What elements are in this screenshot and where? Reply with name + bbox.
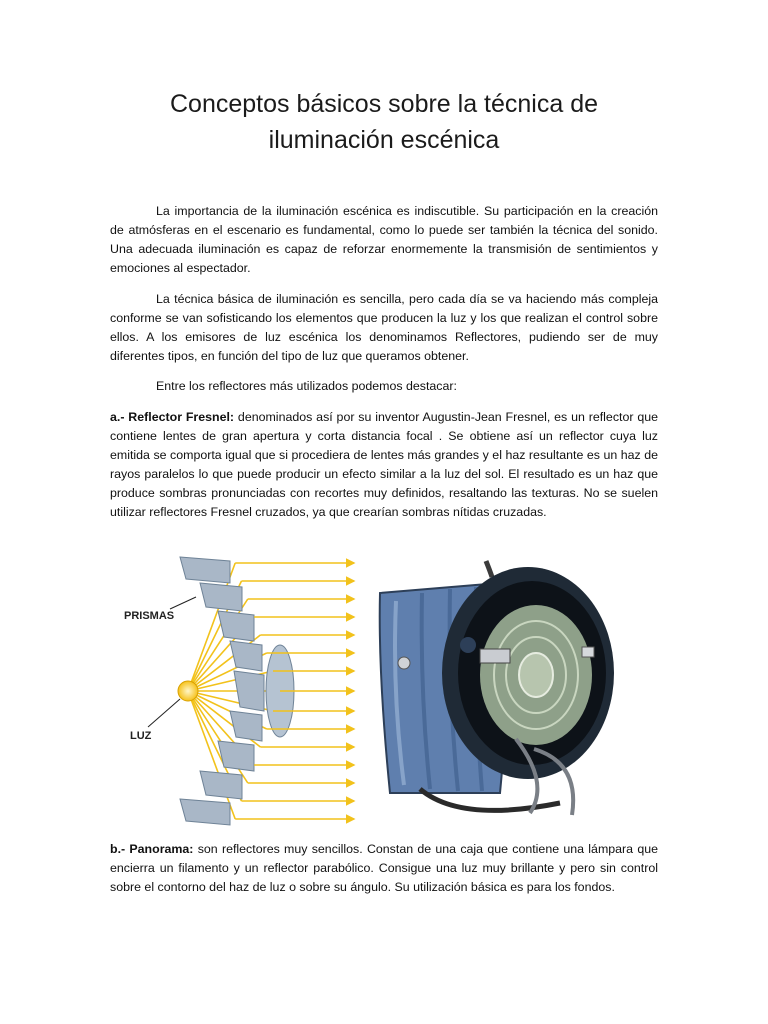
fresnel-heading: a.- Reflector Fresnel: xyxy=(110,410,235,424)
prism-segment xyxy=(200,583,242,611)
light-pointer xyxy=(148,699,180,727)
title-line-1: Conceptos básicos sobre la técnica de xyxy=(169,90,599,118)
light-label: LUZ xyxy=(130,730,152,742)
prism-segment xyxy=(230,641,262,671)
paragraph-panorama xyxy=(110,840,658,897)
paragraph-fresnel xyxy=(110,408,658,522)
prism-segment xyxy=(200,771,242,799)
prism-segment xyxy=(180,557,230,583)
fresnel-text: denominados así por su inventor Augustin-Jean Fresnel, es un reflector que contiene lentes de gran apertura y corta distancia focal . Se obtiene así un reflector cuya luz emitida se comporta igual que si procediera de lentes más grandes y el haz resultante es un haz de rayos paralelos lo que puede producir un efecto similar a la luz del sol. El resultado es un haz que produce sombras pronunciadas con recortes muy definidos, resaltando las texturas. No se suelen utilizar reflectores Fresnel cruzados, ya que crearían sombras nítidas cruzadas. xyxy=(110,410,658,519)
panorama-text: son reflectores muy sencillos. Constan de una caja que contiene una lámpara que encierra un filamento y un reflector parabólico. Consigue una luz muy brillante y pero sin control sobre el contorno del haz de luz o sobre su ángulo. Su utilización básica es para los fondos. xyxy=(110,842,658,894)
prism-segment xyxy=(234,671,264,711)
prism-segment xyxy=(180,799,230,825)
prisms-pointer xyxy=(170,597,196,609)
prism-segment xyxy=(218,741,254,771)
page-title xyxy=(110,86,658,158)
paragraph-list-intro: Entre los reflectores más utilizados podemos destacar: xyxy=(156,379,457,393)
title-line-2: iluminación escénica xyxy=(268,126,500,154)
prisms-label: PRISMAS xyxy=(124,610,175,622)
fresnel-lens-diagram xyxy=(124,553,358,828)
panorama-heading: b.- Panorama: xyxy=(110,842,194,856)
prism-segment xyxy=(230,711,262,741)
prism-segment xyxy=(218,611,254,641)
light-source xyxy=(178,681,198,701)
fresnel-spotlight-photo xyxy=(360,553,615,828)
paragraph-technique: La técnica básica de iluminación es sencilla, pero cada día se va haciendo más compleja conforme se van sofisticando los elementos que producen la luz y los que realizan el control sobre ellos. A los emisores de luz escénica los denominamos Reflectores, pudiendo ser de muy diferentes tipos, en función del tipo de luz que queramos obtener. xyxy=(110,292,658,363)
paragraph-intro: La importancia de la iluminación escénica es indiscutible. Su participación en la creación de atmósferas en el escenario es fundamental, como lo puede ser también la técnica del sonido. Una adecuada iluminación es capaz de reforzar enormemente la transmisión de sentimientos y emociones al espectador. xyxy=(110,204,658,275)
